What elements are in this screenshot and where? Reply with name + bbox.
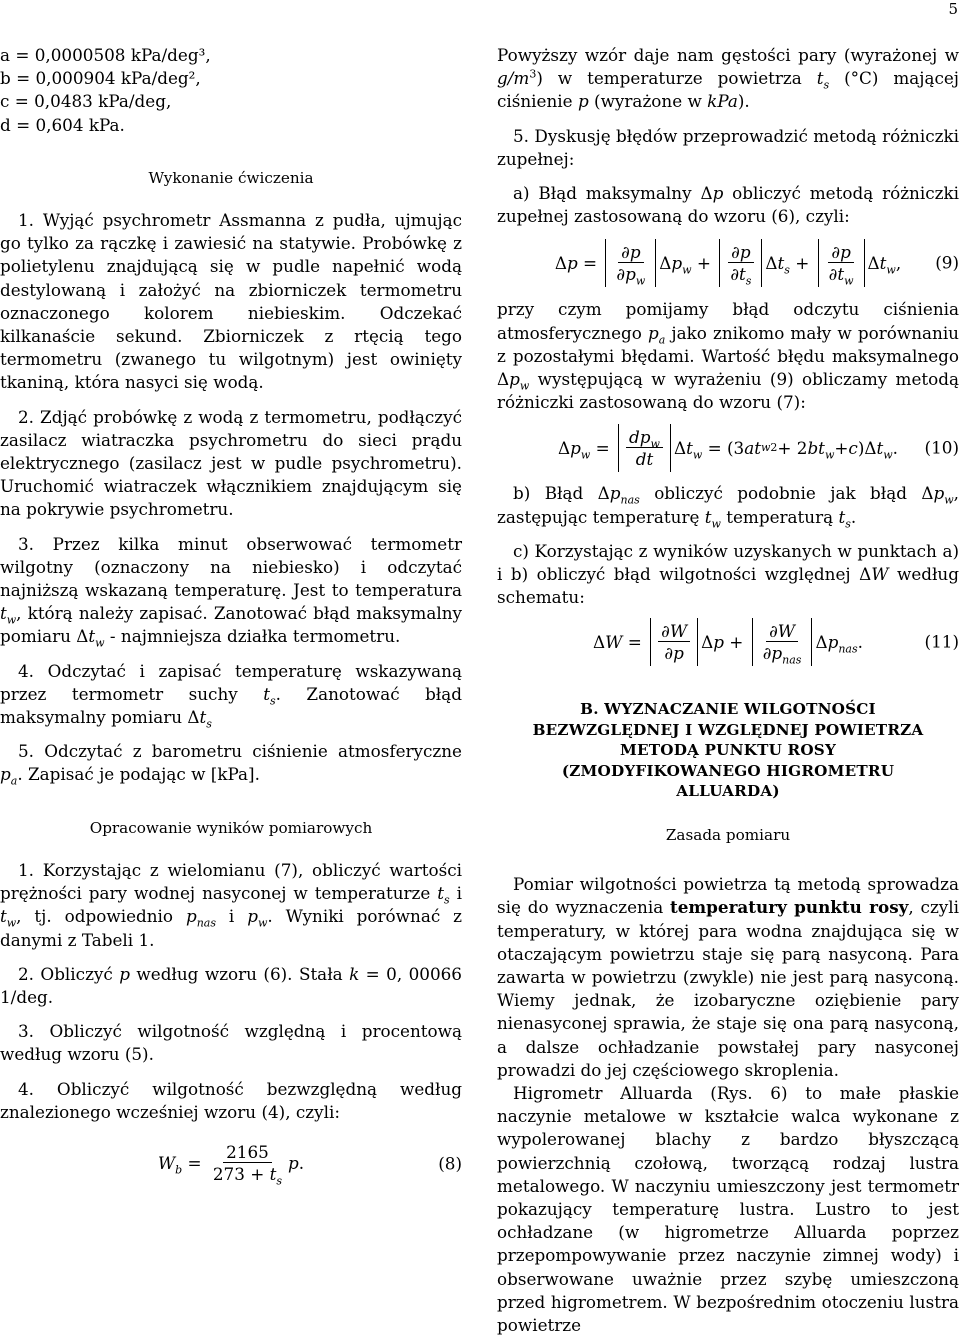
equation-8-number: (8) [438, 1153, 462, 1174]
exec-step-1: 1. Wyjąć psychrometr Assmanna z pudła, ujmując go tylko za rączkę i zawiesić na statywie. Probówkę z polietylenu znajdującą się w pudle napełnić wodą destylowaną i założyć na zbiorniczek termometru oznaczonego kolorem niebieskim. Odczekać kilkanaście sekund. Zbiorniczek z rtęcią tego termometru (zwanego tu wilgotnym) jest owinięty tkaniną, która nasyci się wodą. [0, 210, 462, 393]
hygrometer-paragraph: Higrometr Alluarda (Rys. 6) to małe płaskie naczynie metalowe w kształcie walca wykonane z wypolerowanej blachy z bardzo błyszczącą powierzchnią czołową, tworzącą rodzaj lustra metalowego. W naczyniu umieszczony jest termometr pokazujący temperaturę lustra. Lustro to jest ochładzane (w higrometrze Alluarda poprzez przepompowywanie przez naczynie zimnej wody) i obserwowane uważnie przez szybę umieszczoną przed higrometrem. W bezpośrednim otoczeniu lustra powietrze [497, 1082, 959, 1336]
error-a: a) Błąd maksymalny Δp obliczyć metodą różniczki zupełnej zastosowaną do wzoru (6), czyli: [497, 183, 959, 227]
results-step-4: 4. Obliczyć wilgotność bezwzględną według znalezionego wcześniej wzoru (4), czyli: [0, 1078, 462, 1122]
equation-11: Δ W = $\frac{\partial W}{\partial p}$ Δ p + $\frac{\partial W}{\partial p_{nas}}$ Δ $p_{nas}$ . (11) [497, 609, 959, 675]
constant-c: c = 0,0483 kPa/deg, [0, 91, 172, 112]
after-eq9-paragraph: przy czym pomijamy błąd odczytu ciśnienia atmosferycznego $p_a$ jako znikomo mały w porównaniu z pozostałymi błędami. Wartość błędu maksymalnego $\Delta p_w$ występującą w wyrażeniu (9) obliczamy metodą różniczki zastosowaną do wzoru (7): [497, 299, 959, 413]
exec-step-3: 3. Przez kilka minut obserwować termometr wilgotny (oznaczony na niebiesko) i odczytać najniższą wskazaną temperaturę. Jest to temperatura $t_w$, którą należy zapisać. Zanotować błąd maksymalny pomiaru $\Delta t_w$ - najmniejsza działka termometru. [0, 533, 462, 650]
exec-step-2: 2. Zdjąć probówkę z wodą z termometru, podłączyć zasilacz wiatraczka psychrometru do sieci prądu elektrycznego (zasilacz jest w pudle psychrometru). Uruchomić wiatraczek włącznikiem znajdującym się na pokrywie psychrometru. [0, 406, 462, 520]
heading-execution: Wykonanie ćwiczenia [148, 168, 314, 187]
equation-11-number: (11) [924, 631, 959, 652]
constant-d: d = 0,604 kPa. [0, 114, 125, 135]
error-c: c) Korzystając z wyników uzyskanych w punktach a) i b) obliczyć błąd wilgotności względnej ΔW według schematu: [497, 540, 959, 608]
results-step-1: 1. Korzystając z wielomianu (7), obliczyć wartości prężności pary wodnej nasyconej w temperaturze $t_s$ i $t_w$, tj. odpowiednio $p_{nas}$ i $p_w$. Wyniki porównać z danymi z Tabeli 1. [0, 859, 463, 950]
results-step-3: 3. Obliczyć wilgotność względną i procentową według wzoru (5). [0, 1021, 462, 1065]
heading-principle: Zasada pomiaru [665, 825, 791, 844]
constant-b: b = 0,000904 kPa/deg², [0, 68, 201, 89]
constant-a: a = 0,0000508 kPa/deg³, [0, 45, 211, 65]
heading-results: Opracowanie wyników pomiarowych [89, 818, 373, 837]
equation-10: Δ $p_w$ = $\frac{dp_w}{dt}$ Δ $t_w$ = (3 at w 2 + 2 $bt_w$ + c )Δ $t_w$ . (10) [497, 414, 959, 482]
density-paragraph: Powyższy wzór daje nam gęstości pary (wyrażonej w $g/m^3$) w temperaturze powietrza $t_s$ (°C) mającej ciśnienie p (wyrażone w kPa). [497, 45, 959, 112]
right-column [497, 44, 959, 1337]
equation-10-number: (10) [924, 437, 959, 458]
section-b-heading: B. WYZNACZANIE WILGOTNOŚCI BEZWZGLĘDNEJ I WZGLĘDNEJ POWIETRZA METODĄ PUNKTU ROSY (ZMODYFIKOWANEGO HIGROMETRU ALLUARDA) [532, 700, 924, 801]
exec-step-4: 4. Odczytać i zapisać temperaturę wskazywaną przez termometr suchy $t_s$. Zanotować błąd maksymalny pomiaru $\Delta t_s$ [0, 660, 462, 731]
page-number: 5 [948, 0, 958, 18]
left-column [0, 44, 462, 1193]
equation-9-number: (9) [935, 252, 959, 273]
principle-paragraph: Pomiar wilgotności powietrza tą metodą sprowadza się do wyznaczenia temperatury punktu rosy, czyli temperatury, w której para wodna znajdująca się w otaczającym powietrzu staje się parą nasyconą. Para zawarta w powietrzu (zwykle) nie jest parą nasyconą. Wiemy jednak, że izobaryczne oziębienie pary nienasyconej sprawia, że staje się ona parą nasyconą, a dalsze ochładzanie powstałej pary nasyconej prowadzi do jej częściowego skroplenia. [497, 874, 960, 1080]
equation-9: Δ p = $\frac{\partial p}{\partial p_w}$ Δ $p_w$ + $\frac{\partial p}{\partial t_s}$ Δ $t_s$ + $\frac{\partial p}{\partial t_w}$ Δ $t_w$ , (9) [497, 228, 959, 298]
exec-step-5: 5. Odczytać z barometru ciśnienie atmosferyczne $p_a$. Zapisać je podając w [kPa]. [0, 741, 462, 788]
equation-8: $W_b$ = $\frac{2165}{273 + t_s}$ p . (8) [157, 1142, 462, 1188]
error-b: b) Błąd $\Delta p_{nas}$ obliczyć podobnie jak błąd $\Delta p_w$, zastępując temperaturę $t_w$ temperaturą $t_s$. [497, 483, 959, 530]
dew-point-term: temperatury punktu rosy [670, 897, 909, 918]
results-step-2: 2. Obliczyć p według wzoru (6). Stała k = 0, 00066 1/deg. [0, 963, 462, 1007]
error-discussion: 5. Dyskusję błędów przeprowadzić metodą różniczki zupełnej: [497, 125, 959, 169]
